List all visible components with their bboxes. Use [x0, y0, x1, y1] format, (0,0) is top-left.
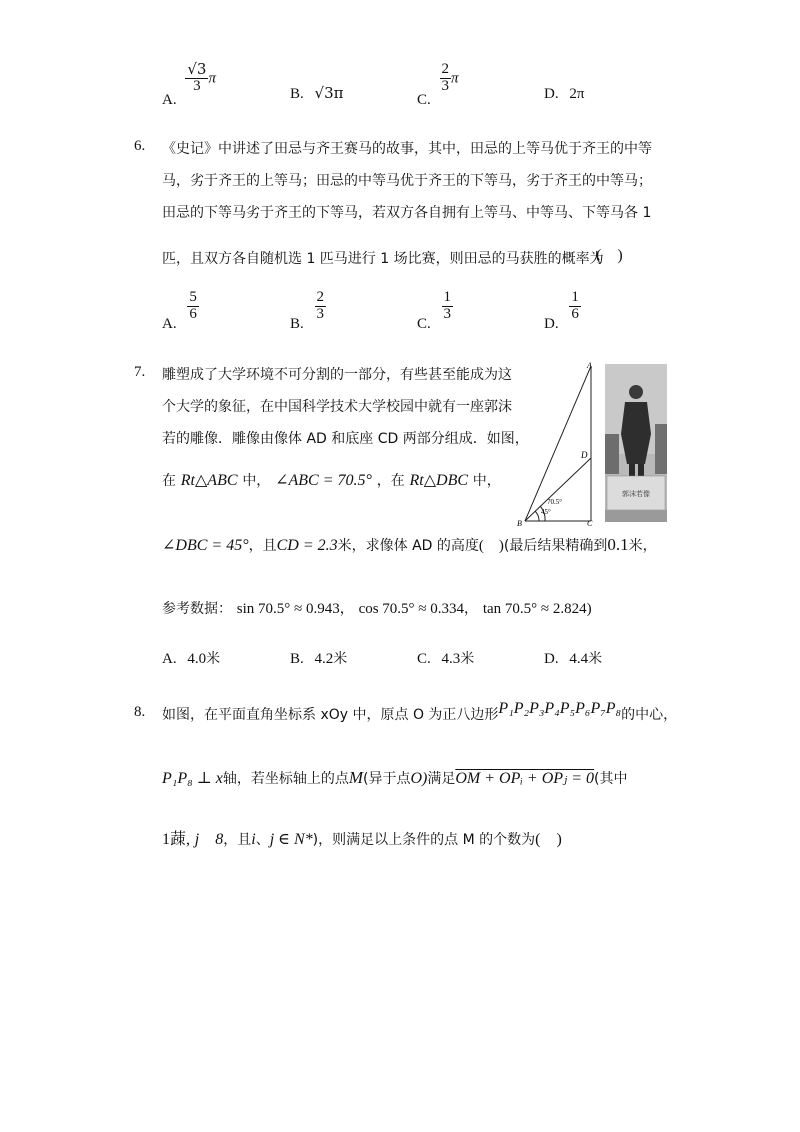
option-label: B.: [290, 316, 304, 333]
option-label: A.: [162, 92, 177, 109]
option-value: √3π: [314, 84, 344, 102]
question-text-line: 马，劣于齐王的上等马；田忌的中等马优于齐王的下等马，劣于齐王的中等马；: [162, 173, 652, 189]
option-fraction: $\frac{2}{3}$: [441, 61, 450, 94]
option-fraction: $\frac{√3}{3}$: [187, 60, 207, 94]
reference-data-line: 参考数据： sin 70.5° ≈ 0.943， cos 70.5° ≈ 0.334， tan 70.5° ≈ 2.824): [162, 601, 592, 617]
question-text-line: ∠DBC = 45°，且CD = 2.3米，求像体 AD 的高度( )(最后结果精确到0.1米，: [162, 535, 657, 554]
statue-head: [629, 385, 643, 399]
statue-photo: [605, 364, 667, 522]
option-value: 2π: [569, 86, 585, 102]
q5-option-c[interactable]: C. $\frac{2}{3}$ π: [417, 61, 459, 109]
label-b: B: [517, 519, 522, 528]
question-text-line: 1䔫, j 8，且i、j ∈ N*)，则满足以上条件的点 M 的个数为( ): [162, 831, 562, 848]
statue-inscription: 郭沫若像: [622, 490, 650, 498]
option-fraction: $\frac{5}{6}$: [189, 289, 197, 322]
question-text-line: 《史记》中讲述了田忌与齐王赛马的故事，其中，田忌的上等马优于齐王的中等: [162, 141, 652, 157]
question-text-line: 如图，在平面直角坐标系 xOy 中，原点 O 为正八边形P₁P₂P₃P₄P₅P₆P₇P₈的中心，: [162, 700, 678, 723]
triangle-diagram: [515, 358, 605, 528]
option-label: A.: [162, 316, 177, 333]
question-text-line: P₁P₈ ⊥ x轴，若坐标轴上的点M(异于点O)满足OM + OPᵢ + OPⱼ = 0(其中: [162, 768, 628, 787]
question-number: 8.: [134, 704, 146, 720]
question-text-line: 匹，且双方各自随机选 1 匹马进行 1 场比赛，则田忌的马获胜的概率为: [162, 251, 604, 267]
q7-option-b[interactable]: B. 4.2米: [290, 651, 348, 667]
q7-option-a[interactable]: A. 4.0米: [162, 651, 221, 667]
label-c: C: [587, 519, 593, 528]
option-label: D.: [544, 316, 559, 333]
angle-arc-2: [535, 511, 539, 521]
q7-option-d[interactable]: D. 4.4米: [544, 651, 603, 667]
option-label: B.: [290, 86, 304, 102]
label-d: D: [581, 450, 588, 460]
option-label: C.: [417, 92, 431, 109]
tree-left: [605, 434, 619, 474]
label-angle-45: 45°: [541, 508, 551, 516]
statue-body: [621, 402, 651, 464]
question-number: 6.: [134, 138, 146, 154]
question-text-line: 田忌的下等马劣于齐王的下等马，若双方各自拥有上等马、中等马、下等马各 1: [162, 205, 652, 221]
q5-option-b[interactable]: [290, 84, 344, 103]
q6-option-b[interactable]: [290, 289, 326, 333]
option-fraction: $\frac{1}{3}$: [443, 289, 452, 322]
ground: [605, 510, 667, 522]
option-fraction: $\frac{1}{6}$: [571, 289, 579, 322]
question-text-line: 雕塑成了大学环境不可分割的一部分，有些甚至能成为这: [162, 367, 512, 383]
question-text-line: 在 Rt△ABC 中， ∠ABC = 70.5° ，在 Rt△DBC 中，: [162, 472, 501, 489]
question-text-line: 个大学的象征，在中国科学技术大学校园中就有一座郭沫: [162, 399, 512, 415]
q6-option-a[interactable]: [162, 289, 199, 333]
tree-right: [655, 424, 667, 474]
option-label: D.: [544, 86, 559, 102]
answer-blank[interactable]: ( ): [478, 538, 504, 554]
answer-blank[interactable]: ( ): [596, 247, 623, 264]
q7-option-c[interactable]: C. 4.3米: [417, 651, 475, 667]
label-angle-70: 70.5°: [547, 498, 563, 506]
question-text-line: 若的雕像．雕像由像体 AD 和底座 CD 两部分组成．如图，: [162, 431, 529, 447]
statue-leg-left: [629, 464, 635, 476]
q6-option-d[interactable]: [544, 289, 581, 333]
option-fraction: $\frac{2}{3}$: [316, 289, 325, 322]
vector-equation: OM + OPᵢ + OPⱼ = 0: [455, 770, 595, 787]
q6-option-c[interactable]: [417, 289, 453, 333]
label-a: A: [587, 361, 592, 370]
q5-option-a[interactable]: A. $\frac{√3}{3}$ π: [162, 60, 216, 109]
question-number: 7.: [134, 364, 146, 380]
statue-leg-right: [638, 464, 644, 476]
answer-blank[interactable]: ( ): [535, 831, 562, 848]
option-label: C.: [417, 316, 431, 333]
q5-option-d[interactable]: [544, 84, 584, 103]
